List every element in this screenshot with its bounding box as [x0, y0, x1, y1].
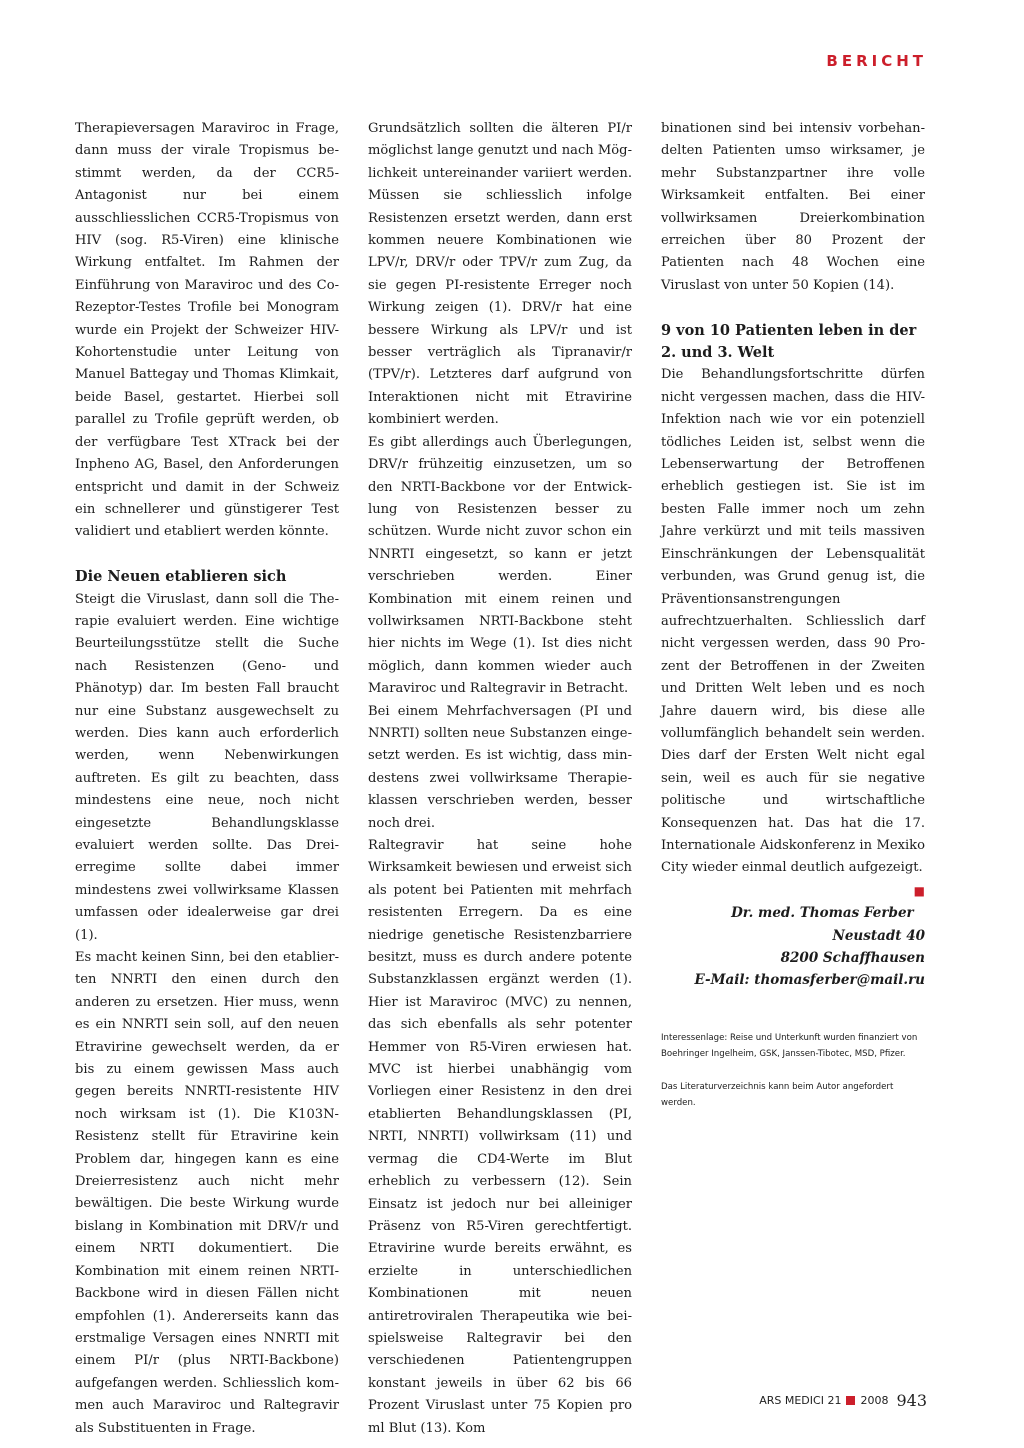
- end-mark-icon: ■: [913, 883, 925, 898]
- author-city: 8200 Schaffhausen: [780, 950, 925, 966]
- page-footer: [759, 1391, 927, 1410]
- interest-note: Interessenlage: Reise und Unterkunft wurden finanziert von Boehringer Ingelheim, GSK, Janssen-Tibotec, MSD, Pfizer.: [661, 1032, 918, 1059]
- author-block: [661, 902, 925, 992]
- text-column-1: [75, 118, 339, 1440]
- literature-note: Das Literaturverzeichnis kann beim Autor angefordert werden.: [661, 1081, 894, 1108]
- red-square-icon: [846, 1396, 855, 1405]
- paragraph: Grundsätzlich sollten die älteren PI/r möglichst lange genutzt und nach Möglichkeit untereinander variiert werden. Müssen sie schliesslich infolge Resistenzen ersetzt werden, dann erst kommen neuere Kombinationen wie LPV/r, DRV/r oder TPV/r zum Zug, da sie gegen PI-resistente Erreger noch Wirkung zeigen (1). DRV/r hat eine bessere Wirkung als LPV/r und ist besser verträglich als Tipranavir/r (TPV/r). Letzteres darf aufgrund von Interaktionen nicht mit Etravirine kombiniert werden.: [368, 121, 632, 428]
- column-3-text: [661, 118, 925, 898]
- section-heading: Die Neuen etablieren sich: [75, 568, 287, 586]
- journal-year: 2008: [860, 1394, 889, 1407]
- paragraph: Raltegravir hat seine hohe Wirksamkeit bewiesen und erweist sich als potent bei Patienten mit mehrfach resistenten Erregern. Da es eine niedrige genetische Resistenzbarriere besitzt, muss es durch andere potente Substanzklassen ergänzt werden (1). Hier ist Maraviroc (MVC) zu nennen, das sich ebenfalls als sehr potenter Hemmer von R5-Viren erwiesen hat. MVC ist hierbei unabhängig vom Vorliegen einer Resistenz in den drei etablierten Behandlungsklassen (PI, NRTI, NNRTI) vollwirksam (11) und vermag die CD4-Werte im Blut erheblich zu verbessern (12). Sein Einsatz ist jedoch nur bei alleiniger Präsenz von R5-Viren gerechtfertigt. Etravirine wurde bereits erwähnt, es erzielte in unterschiedlichen Kombinationen mit neuen antiretroviralen Therapeutika wie beispielsweise Raltegravir bei den verschiedenen Patientengruppen konstant jeweils in über 62 bis 66 Prozent Viruslast unter 75 Kopien pro ml Blut (13). Kom: [368, 838, 632, 1436]
- text-column-2: [368, 118, 632, 1440]
- paragraph: Es macht keinen Sinn, bei den etablierten NNRTI den einen durch den anderen zu ersetzen. Hier muss, wenn es ein NNRTI sein soll, auf den neuen Etravirine gewechselt werden, da er bis zu einem gewissen Mass auch gegen bereits NNRTI-resistente HIV noch wirksam ist (1). Die K103N-Resistenz stellt für Etravirine kein Problem dar, hingegen kann es eine Dreierresistenz auch nicht mehr bewältigen. Die beste Wirkung wurde bislang in Kombination mit DRV/r und einem NRTI dokumentiert. Die Kombination mit einem reinen NRTI-Backbone wird in diesen Fällen nicht empfohlen (1). Andererseits kann das erstmalige Versagen eines NNRTI mit einem PI/r (plus NRTI-Backbone) aufgefangen werden. Schliesslich kommen auch Maraviroc und Raltegravir als Substituenten in Frage.: [75, 950, 339, 1436]
- paragraph: Therapieversagen Maraviroc in Frage, dann muss der virale Tropismus bestimmt werden, da der CCR5-Antagonist nur bei einem ausschliesslichen CCR5-Tropismus von HIV (sog. R5-Viren) eine klinische Wirkung entfaltet. Im Rahmen der Einführung von Maraviroc und des Co-Rezeptor-Testes Trofile bei Monogram wurde ein Projekt der Schweizer HIV-Kohortenstudie unter Leitung von Manuel Battegay und Thomas Klimkait, beide Basel, gestartet. Hierbei soll parallel zu Trofile geprüft werden, ob der verfügbare Test XTrack bei der Inpheno AG, Basel, den Anforderungen entspricht und damit in der Schweiz ein schnellerer und günstigerer Test validiert und etabliert werden könnte.: [75, 121, 339, 540]
- paragraph: binationen sind bei intensiv vorbehandelten Patienten umso wirksamer, je mehr Substanzpartner ihre volle Wirksamkeit entfalten. Bei einer vollwirksamen Dreierkombination erreichen über 80 Prozent der Patienten nach 48 Wochen eine Viruslast von unter 50 Kopien (14).: [661, 121, 925, 293]
- text-column-3: [661, 118, 925, 1111]
- paragraph: Es gibt allerdings auch Überlegungen, DRV/r frühzeitig einzusetzen, um so den NRTI-Backbone vor der Entwicklung von Resistenzen besser zu schützen. Wurde nicht zuvor schon ein NNRTI eingesetzt, so kann er jetzt verschrieben werden. Einer Kombination mit einem reinen und vollwirksamen NRTI-Backbone steht hier nichts im Wege (1). Ist dies nicht möglich, dann kommen wieder auch Maraviroc und Raltegravir in Betracht.: [368, 434, 632, 697]
- paragraph: Die Behandlungsfortschritte dürfen nicht vergessen machen, dass die HIV-Infektion nach wie vor ein potenziell tödliches Leiden ist, selbst wenn die Lebenserwartung der Betroffenen erheblich gestiegen ist. Sie ist im besten Falle immer noch um zehn Jahre verkürzt und mit teils massiven Einschränkungen der Lebensqualität verbunden, was Grund genug ist, die Präventionsanstrengungen aufrechtzuerhalten. Schliesslich darf nicht vergessen werden, dass 90 Prozent der Betroffenen in der Zweiten und Dritten Welt leben und es noch Jahre dauern wird, bis diese alle vollumfänglich behandelt sein werden. Dies darf der Ersten Welt nicht egal sein, weil es auch für sie negative politische und wirtschaftliche Konsequenzen hat. Das hat die 17. Internationale Aidskonferenz in Mexiko City wieder einmal deutlich aufgezeigt. ■: [661, 364, 925, 879]
- paragraph: Bei einem Mehrfachversagen (PI und NNRTI) sollten neue Substanzen eingesetzt werden. Es ist wichtig, dass mindestens zwei vollwirksame Therapieklassen verschrieben werden, besser noch drei.: [368, 703, 632, 831]
- section-heading: 9 von 10 Patienten leben in der 2. und 3. Welt: [661, 321, 917, 362]
- section-label: BERICHT: [826, 52, 927, 70]
- page-number: 943: [896, 1391, 927, 1410]
- author-email: E-Mail: thomasferber@mail.ru: [694, 972, 925, 989]
- journal-name: ARS MEDICI 21: [759, 1394, 842, 1407]
- author-name: Dr. med. Thomas Ferber: [731, 905, 914, 922]
- paragraph: Steigt die Viruslast, dann soll die Therapie evaluiert werden. Eine wichtige Beurteilungsstütze stellt die Suche nach Resistenzen (Geno- und Phänotyp) dar. Im besten Fall braucht nur eine Substanz ausgewechselt zu werden. Dies kann auch erforderlich werden, wenn Nebenwirkungen auftreten. Es gilt zu beachten, dass mindestens eine neue, noch nicht eingesetzte Behandlungsklasse evaluiert werden sollte. Das Dreierregime sollte dabei immer mindestens zwei vollwirksame Klassen umfassen oder idealerweise gar drei (1).: [75, 591, 339, 943]
- author-street: Neustadt 40: [832, 927, 925, 944]
